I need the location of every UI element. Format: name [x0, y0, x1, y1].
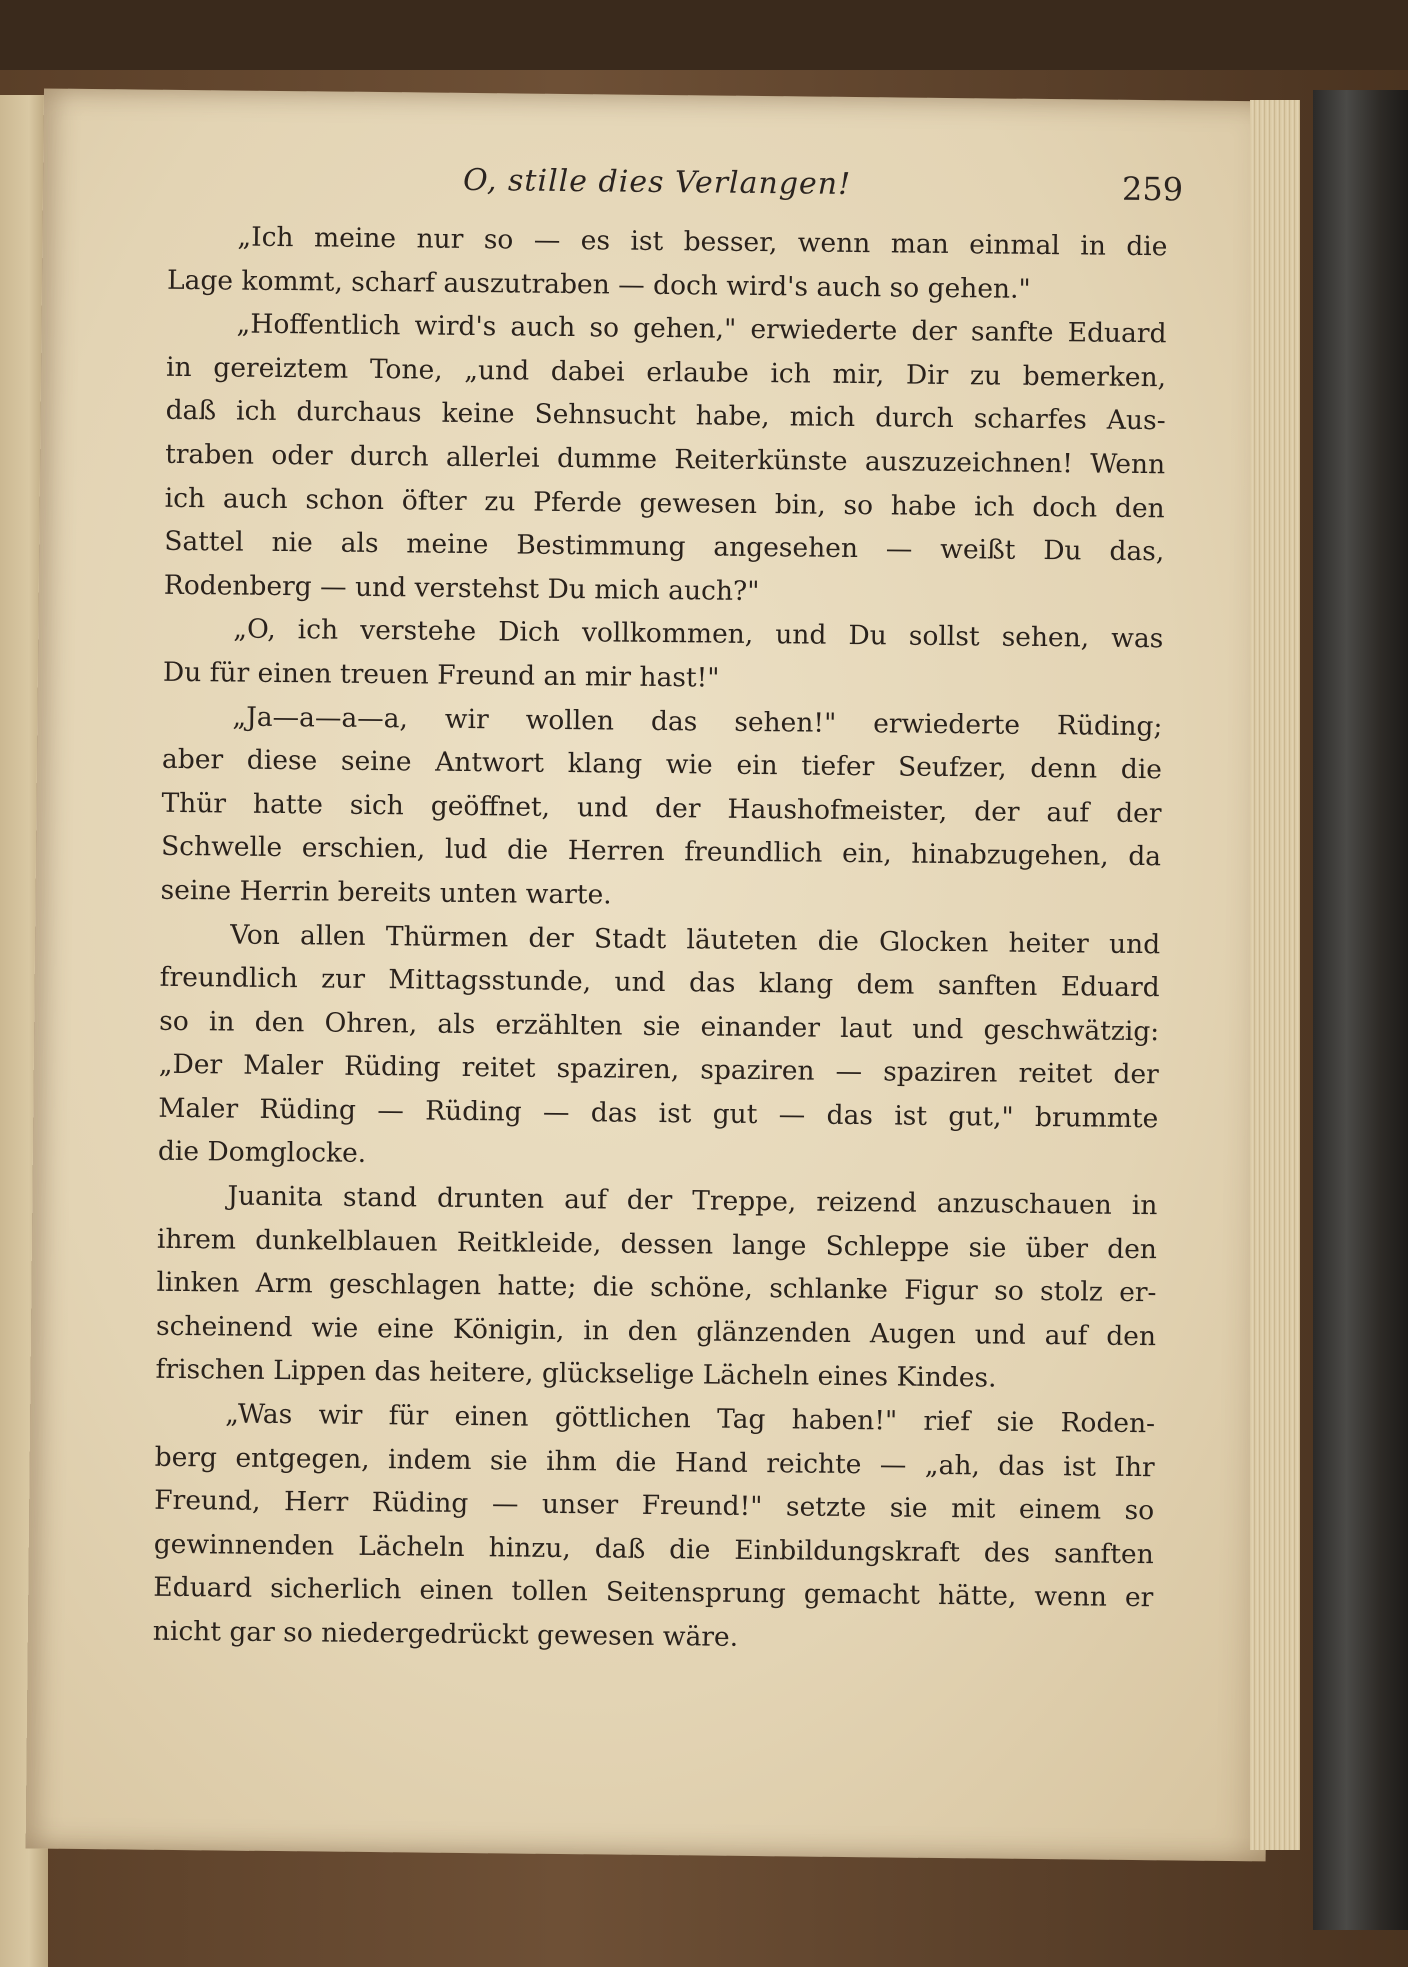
text-line: berg entgegen, indem sie ihm die Hand reichte — „ah, das ist Ihr: [154, 1441, 1155, 1483]
paragraph: [163, 607, 1164, 705]
text-line: traben oder durch allerlei dumme Reiterkünste auszuzeichnen! Wenn: [165, 438, 1166, 481]
text-line: Von allen Thürmen der Stadt läuteten die Glocken heiter und: [230, 919, 1161, 960]
text-line: daß ich durchaus keine Sehnsucht habe, mich durch scharfes Aus-: [165, 395, 1166, 437]
text-line: ihrem dunkelblauen Reitkleide, dessen lange Schleppe sie über den: [156, 1223, 1158, 1265]
page-number: 259: [1121, 169, 1184, 209]
page-block-edge: [1250, 100, 1300, 1850]
text-line: Rodenberg — und verstehst Du mich auch?": [163, 569, 760, 607]
body-text: [153, 215, 1168, 1664]
text-line: Eduard sicherlich einen tollen Seitensprung gemacht hätte, wenn er: [153, 1572, 1154, 1614]
text-line: aber diese seine Antwort klang wie ein tiefer Seufzer, denn die: [161, 743, 1163, 786]
text-line: „Was wir für einen göttlichen Tag haben!" rief sie Roden-: [225, 1398, 1156, 1440]
text-line: Lage kommt, scharf auszutraben — doch wird's auch so gehen.": [166, 264, 1031, 305]
text-line: Freund, Herr Rüding — unser Freund!" setzte sie mit einem so: [154, 1484, 1155, 1527]
text-line: so in den Ohren, als erzählten sie einander laut und geschwätzig:: [159, 1005, 1160, 1047]
text-line: Thür hatte sich geöffnet, und der Haushofmeister, der auf der: [161, 787, 1162, 829]
text-line: linken Arm geschlagen hatte; die schöne, schlanke Figur so stolz er-: [156, 1267, 1157, 1309]
text-line: die Domglocke.: [157, 1136, 367, 1170]
text-line: in gereiztem Tone, „und dabei erlaube ich mir, Dir zu bemerken,: [165, 351, 1167, 394]
text-line: scheinend wie eine Königin, in den glänzenden Augen und auf den: [155, 1310, 1157, 1353]
text-line: Schwelle erschien, lud die Herren freundlich ein, hinabzugehen, da: [160, 831, 1162, 873]
book-spine: [1313, 90, 1408, 1930]
text-line: „O, ich verstehe Dich vollkommen, und Du sollst sehen, was: [233, 613, 1164, 655]
book-page: [26, 89, 1284, 1862]
text-line: „Ich meine nur so — es ist besser, wenn man einmal in die: [237, 221, 1168, 263]
paragraph: [153, 1392, 1156, 1664]
text-line: Juanita stand drunten auf der Treppe, reizend anzuschauen in: [227, 1180, 1158, 1222]
text-line: Maler Rüding — Rüding — das ist gut — das ist gut," brummte: [158, 1092, 1159, 1135]
paragraph: [164, 302, 1167, 618]
text-line: gewinnenden Lächeln hinzu, daß die Einbildungskraft des sanften: [153, 1528, 1154, 1571]
text-line: „Der Maler Rüding reitet spaziren, spaziren — spaziren reitet der: [158, 1049, 1159, 1091]
paragraph: [158, 912, 1161, 1184]
text-line: nicht gar so niedergedrückt gewesen wäre.: [152, 1615, 739, 1653]
paragraph: [160, 694, 1162, 922]
running-title: O, stille dies Verlangen!: [462, 162, 852, 202]
text-line: ich auch schon öfter zu Pferde gewesen bin, so habe ich doch den: [164, 482, 1165, 524]
text-line: „Hoffentlich wird's auch so gehen," erwiederte der sanfte Eduard: [236, 308, 1167, 350]
paragraph: [167, 215, 1168, 313]
paragraph: [155, 1174, 1157, 1402]
text-line: seine Herrin bereits unten warte.: [160, 874, 612, 911]
text-line: Du für einen treuen Freund an mir hast!": [162, 656, 720, 694]
text-line: frischen Lippen das heitere, glückselige Lächeln eines Kindes.: [155, 1354, 997, 1394]
page-header: [43, 149, 1284, 222]
text-line: Sattel nie als meine Bestimmung angesehen — weißt Du das,: [164, 525, 1165, 568]
text-line: „Ja—a—a—a, wir wollen das sehen!" erwiederte Rüding;: [232, 701, 1163, 742]
text-line: freundlich zur Mittagsstunde, und das klang dem sanften Eduard: [159, 961, 1160, 1004]
